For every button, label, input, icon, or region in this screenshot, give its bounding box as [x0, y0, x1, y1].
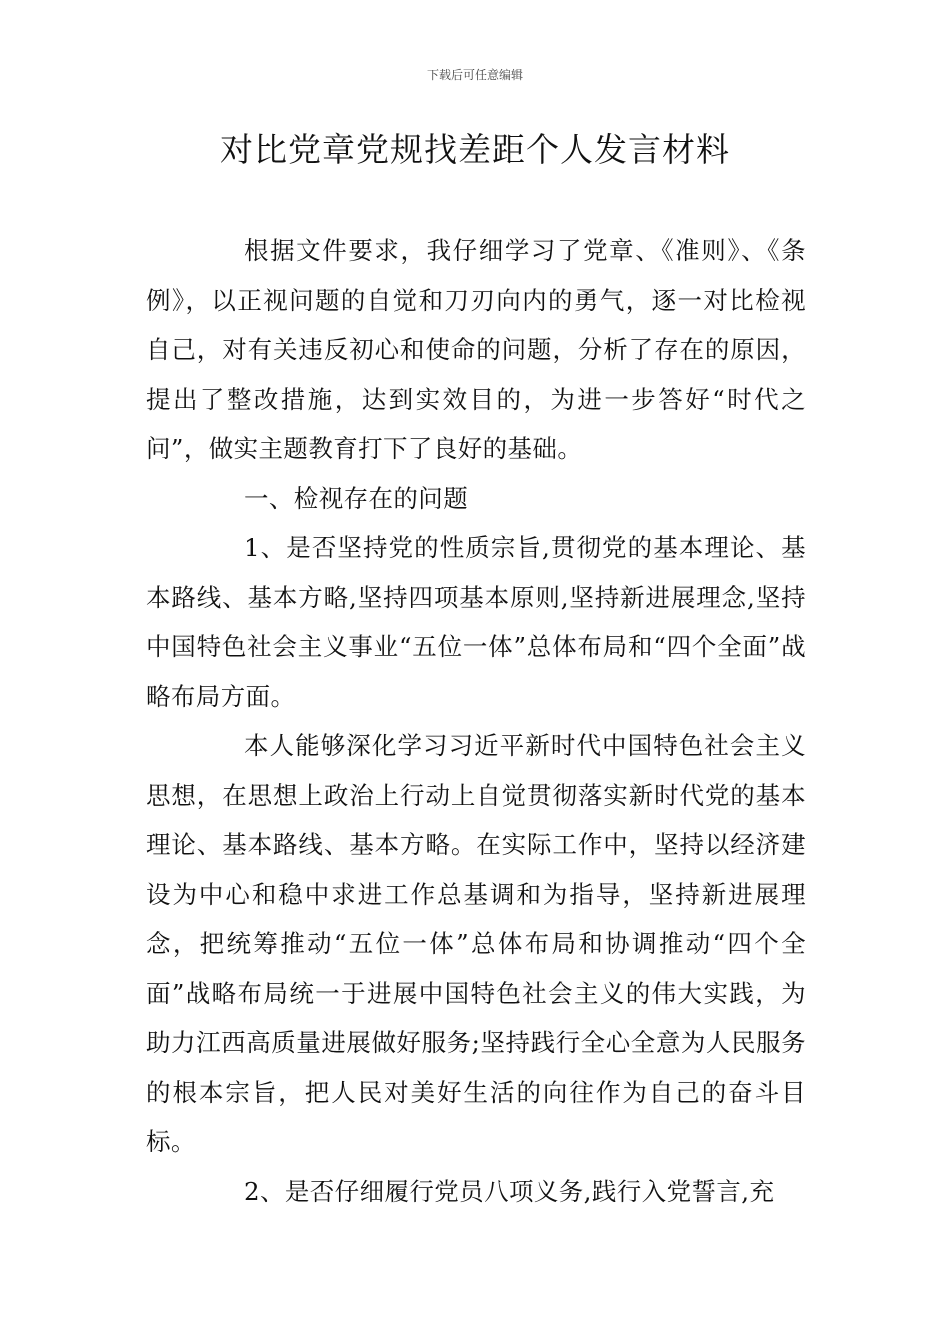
- section-heading-1: 一、检视存在的问题: [244, 483, 469, 513]
- item-2-question: 2、是否仔细履行党员八项义务,践行入党誓言,充: [244, 1176, 775, 1206]
- document-title: 对比党章党规找差距个人发言材料: [220, 130, 730, 169]
- document-body: [146, 226, 806, 1216]
- item-1-question: 1、是否坚持党的性质宗旨,贯彻党的基本理论、基本路线、基本方略,坚持四项基本原则,坚持新进展理念,坚持中国特色社会主义事业“五位一体”总体布局和“四个全面”战略布局方面。: [146, 533, 806, 711]
- page-header-note: 下载后可任意编辑: [426, 68, 523, 82]
- paragraph-intro: 根据文件要求，我仔细学习了党章、《准则》、《条例》，以正视问题的自觉和刀刃向内的勇气，逐一对比检视自己，对有关违反初心和使命的问题，分析了存在的原因，提出了整改措施，达到实效目的，为进一步答好“时代之问”，做实主题教育打下了良好的基础。: [146, 236, 806, 463]
- item-1-answer: 本人能够深化学习习近平新时代中国特色社会主义思想，在思想上政治上行动上自觉贯彻落实新时代党的基本理论、基本路线、基本方略。在实际工作中，坚持以经济建设为中心和稳中求进工作总基调和为指导，坚持新进展理念，把统筹推动“五位一体”总体布局和协调推动“四个全面”战略布局统一于进展中国特色社会主义的伟大实践，为助力江西高质量进展做好服务;坚持践行全心全意为人民服务的根本宗旨，把人民对美好生活的向往作为自己的奋斗目标。: [146, 731, 806, 1156]
